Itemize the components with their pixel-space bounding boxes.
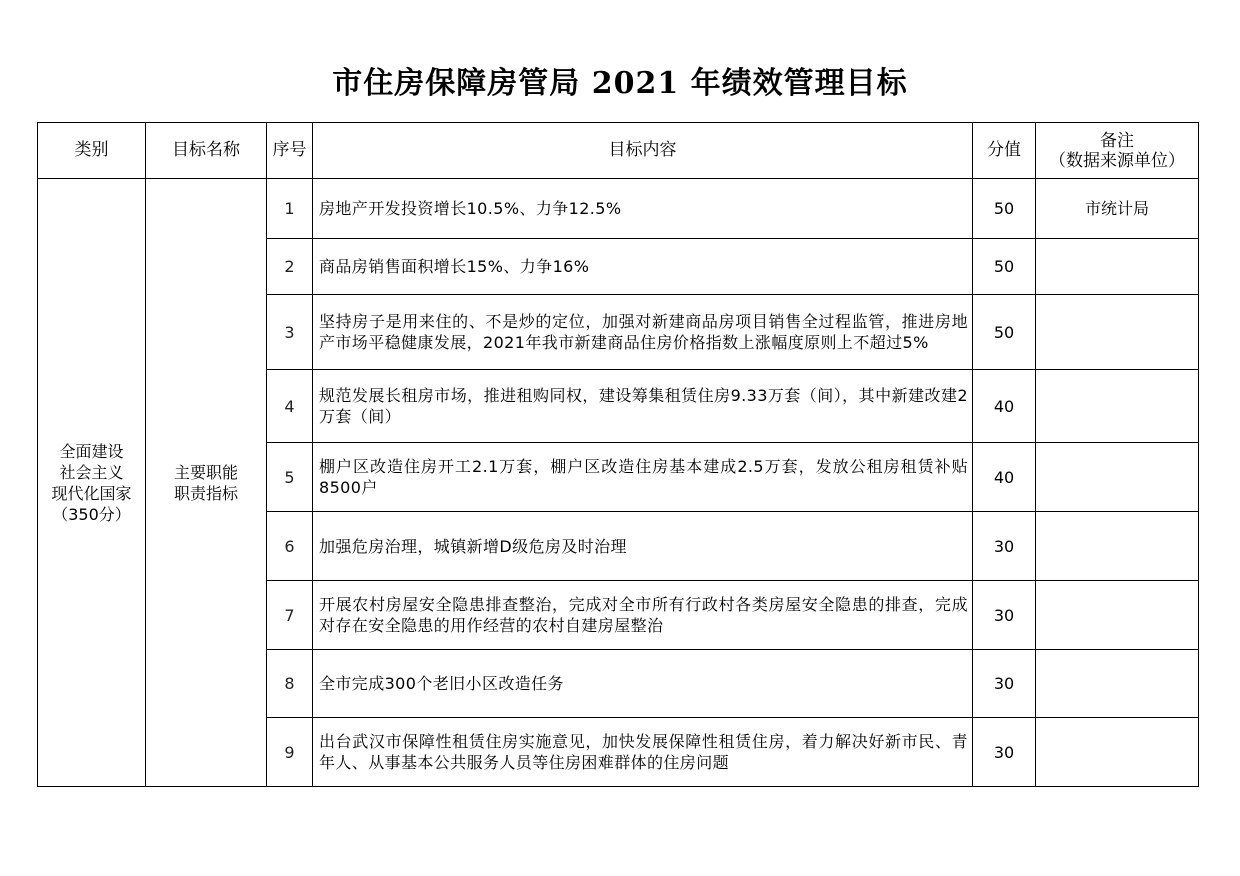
- page-title: 市住房保障房管局 2021 年绩效管理目标: [332, 66, 908, 101]
- header-score: 分值: [973, 123, 1036, 179]
- row-score: 40: [973, 370, 1036, 443]
- row-note: 市统计局: [1036, 179, 1199, 239]
- row-note: [1036, 239, 1199, 295]
- row-content: 坚持房子是用来住的、不是炒的定位，加强对新建商品房项目销售全过程监管，推进房地产市场平稳健康发展，2021年我市新建商品住房价格指数上涨幅度原则上不超过5%: [313, 295, 973, 370]
- row-index: 5: [267, 443, 313, 512]
- row-note: [1036, 370, 1199, 443]
- row-note: [1036, 650, 1199, 718]
- row-index: 3: [267, 295, 313, 370]
- row-score: 30: [973, 718, 1036, 787]
- row-content: 加强危房治理，城镇新增D级危房及时治理: [313, 512, 973, 581]
- row-score: 30: [973, 581, 1036, 650]
- row-index: 6: [267, 512, 313, 581]
- row-index: 4: [267, 370, 313, 443]
- category-cell: 全面建设 社会主义 现代化国家 （350分）: [38, 179, 146, 787]
- row-note: [1036, 512, 1199, 581]
- row-content: 规范发展长租房市场，推进租购同权，建设筹集租赁住房9.33万套（间），其中新建改建2万套（间）: [313, 370, 973, 443]
- row-index: 9: [267, 718, 313, 787]
- header-category: 类别: [38, 123, 146, 179]
- row-note: [1036, 295, 1199, 370]
- row-content: 商品房销售面积增长15%、力争16%: [313, 239, 973, 295]
- row-note: [1036, 581, 1199, 650]
- row-score: 50: [973, 295, 1036, 370]
- header-note: 备注 （数据来源单位）: [1036, 123, 1199, 179]
- header-goal-name: 目标名称: [146, 123, 267, 179]
- table-row: [38, 179, 1199, 239]
- row-score: 50: [973, 179, 1036, 239]
- row-note: [1036, 443, 1199, 512]
- goal-name-cell: 主要职能 职责指标: [146, 179, 267, 787]
- row-content: 出台武汉市保障性租赁住房实施意见，加快发展保障性租赁住房，着力解决好新市民、青年人、从事基本公共服务人员等住房困难群体的住房问题: [313, 718, 973, 787]
- row-score: 50: [973, 239, 1036, 295]
- row-index: 7: [267, 581, 313, 650]
- header-content: 目标内容: [313, 123, 973, 179]
- row-score: 30: [973, 512, 1036, 581]
- row-note: [1036, 718, 1199, 787]
- table-header-row: [38, 123, 1199, 179]
- row-index: 1: [267, 179, 313, 239]
- row-content: 开展农村房屋安全隐患排查整治，完成对全市所有行政村各类房屋安全隐患的排查，完成对存在安全隐患的用作经营的农村自建房屋整治: [313, 581, 973, 650]
- row-content: 全市完成300个老旧小区改造任务: [313, 650, 973, 718]
- row-content: 房地产开发投资增长10.5%、力争12.5%: [313, 179, 973, 239]
- row-score: 30: [973, 650, 1036, 718]
- goals-table: [37, 122, 1199, 787]
- row-content: 棚户区改造住房开工2.1万套，棚户区改造住房基本建成2.5万套，发放公租房租赁补贴8500户: [313, 443, 973, 512]
- header-index: 序号: [267, 123, 313, 179]
- row-score: 40: [973, 443, 1036, 512]
- row-index: 2: [267, 239, 313, 295]
- row-index: 8: [267, 650, 313, 718]
